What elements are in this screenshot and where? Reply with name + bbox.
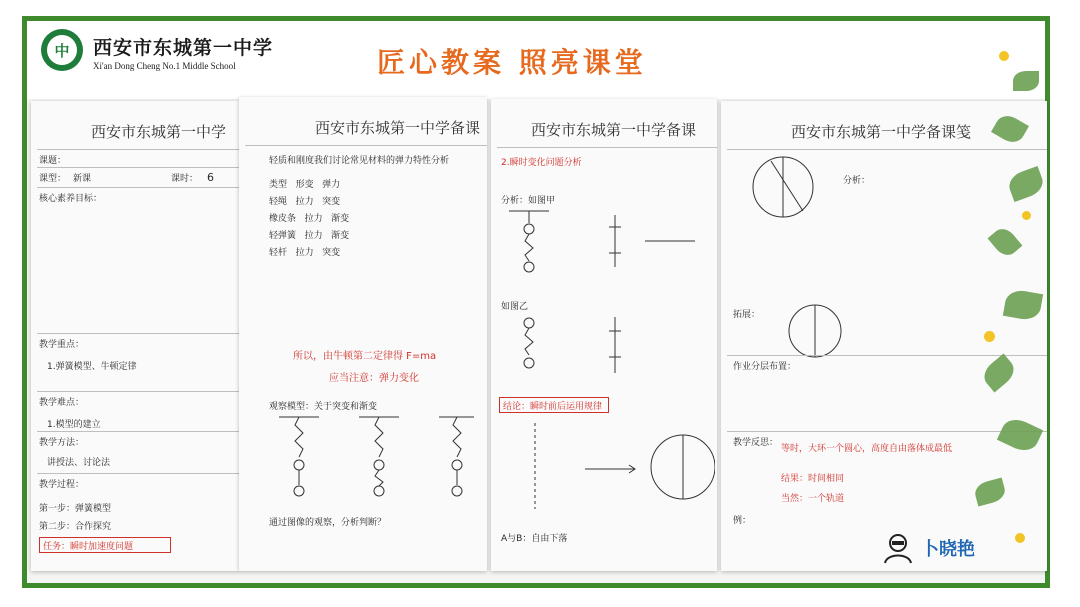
lesson-plan-page-4: [721, 101, 1047, 571]
p2-table: 类型 形变 弹力 轻绳 拉力 突变 橡皮条 拉力 渐变 轻弹簧 拉力 渐变 轻杆 拉力 突变: [269, 180, 350, 258]
school-name-en: Xi'an Dong Cheng No.1 Middle School: [93, 61, 236, 71]
core-label: 核心素养目标：: [39, 194, 103, 204]
topic-label: 课题：: [39, 156, 67, 166]
slogan: 匠心教案 照亮课堂: [377, 46, 647, 79]
p2-red-1: 所以，由牛顿第二定律得 F=ma: [293, 351, 437, 362]
decor-flower: [984, 331, 995, 342]
lesson-plan-page-3: [491, 99, 717, 571]
decor-flower: [1022, 211, 1031, 220]
key-label: 教学重点：: [39, 340, 85, 350]
p4-reflection-label: 教学反思：: [733, 438, 779, 448]
p4-homework-label: 作业分层布置：: [733, 362, 797, 372]
p4-reflect-1: 等时，大环一个圆心，高度自由落体成最低: [781, 444, 953, 454]
p4-expand-label: 拓展：: [733, 310, 761, 320]
p3-analysis: 分析：如图甲: [501, 196, 556, 206]
decor-flower: [1015, 533, 1025, 543]
p2-red-2: 应当注意：弹力变化: [329, 373, 419, 384]
p3-figure-c: [505, 419, 715, 519]
page-1-title: 西安市东城第一中学: [91, 123, 227, 141]
decor-flower: [999, 51, 1009, 61]
header-band: [27, 21, 1045, 99]
type-value: 新课: [73, 174, 92, 184]
lesson-plan-page-2: [239, 97, 487, 571]
p4-circle-diagram: [747, 153, 827, 223]
decor-leaf: [1013, 71, 1039, 91]
main-frame: [22, 16, 1050, 588]
author-watermark: [881, 531, 975, 565]
p4-reflect-3: 当然：一个轨道: [781, 494, 845, 504]
p4-example: 例：: [733, 516, 752, 526]
p2-line-1: 轻质和刚度我们讨论常见材料的弹力特性分析: [269, 156, 450, 166]
spring-diagrams: [269, 413, 479, 503]
p3-figure-b-label: 如图乙: [501, 302, 529, 312]
lesson-plan-page-1: [31, 101, 239, 571]
diff-label: 教学难点：: [39, 398, 85, 408]
hours-value: 6: [207, 171, 214, 184]
p3-bottom: A与B：自由下落: [501, 534, 568, 544]
task-text: 任务：瞬时加速度问题: [43, 542, 134, 552]
method-value: 讲授法、讨论法: [47, 458, 111, 468]
step-2: 第二步：合作探究: [39, 522, 112, 532]
p3-figure-b: [505, 313, 705, 383]
p4-expand-diagram: [781, 301, 861, 361]
p3-red-box-text: 结论：瞬时前后运用规律: [503, 402, 603, 412]
page-2-title: 西安市东城第一中学备课: [315, 119, 481, 137]
hours-label: 课时：: [171, 174, 199, 184]
type-label: 课型：: [39, 174, 67, 184]
step-1: 第一步：弹簧模型: [39, 504, 112, 514]
p3-figure-a: [505, 207, 705, 277]
p2-question: 通过图像的观察，分析判断？: [269, 518, 387, 528]
teacher-avatar-icon: [881, 531, 915, 565]
page-4-title: 西安市东城第一中学备课笺: [791, 123, 972, 141]
method-label: 教学方法：: [39, 438, 85, 448]
page-3-title: 西安市东城第一中学备课: [531, 121, 697, 139]
p2-section: 观察模型：关于突变和渐变: [269, 402, 378, 412]
school-name-cn: 西安市东城第一中学: [93, 37, 274, 59]
school-logo: 中: [41, 29, 83, 71]
author-name: 卜晓艳: [921, 539, 975, 560]
p3-top-red: 2.瞬时变化问题分析: [501, 158, 582, 168]
p4-analysis-label: 分析：: [843, 176, 871, 186]
p4-reflect-2: 结果：时间相同: [781, 474, 845, 484]
diff-value: 1.模型的建立: [47, 420, 101, 430]
key-value: 1.弹簧模型、牛顿定律: [47, 362, 137, 372]
process-label: 教学过程：: [39, 480, 85, 490]
